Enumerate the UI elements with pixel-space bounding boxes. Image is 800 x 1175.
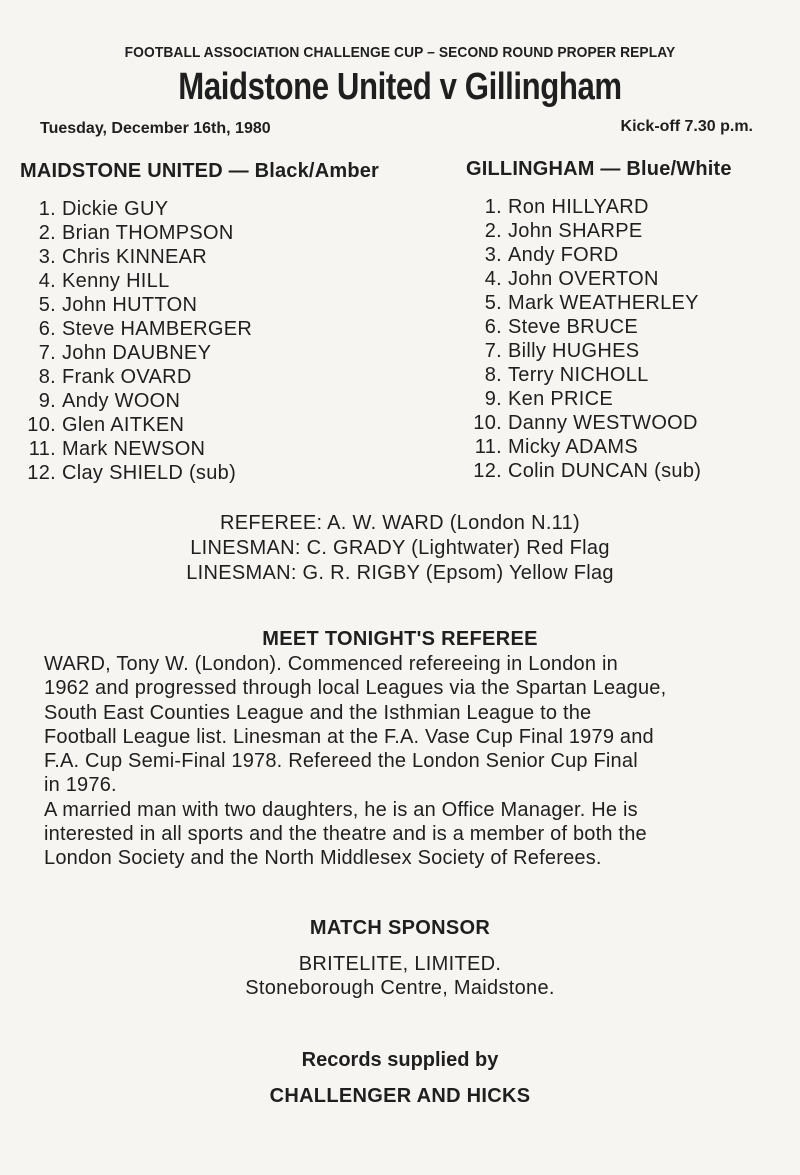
away-team-kit: — Blue/White <box>600 158 732 180</box>
player-row <box>466 315 786 339</box>
linesman-line-2: LINESMAN: G. R. RIGBY (Epsom) Yellow Flag <box>186 562 614 584</box>
shirt-number: 11. <box>28 438 56 460</box>
player-row <box>466 459 786 483</box>
player-row <box>20 341 465 365</box>
player-name: Steve HAMBERGER <box>62 318 253 340</box>
shirt-number: 2. <box>38 222 56 244</box>
sponsor-name: BRITELITE, LIMITED. <box>298 953 502 975</box>
home-team-kit: — Black/Amber <box>228 160 380 182</box>
bio-line: Football League list. Linesman at the F.A. Vase Cup Final 1979 and <box>44 725 654 748</box>
player-row <box>466 387 786 411</box>
player-row <box>20 293 465 317</box>
player-name: Kenny HILL <box>62 270 170 292</box>
bio-line: interested in all sports and the theatre and is a member of both the <box>44 823 647 846</box>
shirt-number: 1. <box>484 196 502 218</box>
referee-line: REFEREE: A. W. WARD (London N.11) <box>219 512 580 534</box>
home-player-list <box>20 197 465 485</box>
kickoff-time: Kick-off 7.30 p.m. <box>620 118 753 135</box>
home-team-name: MAIDSTONE UNITED <box>20 160 223 182</box>
player-name: John DAUBNEY <box>62 342 212 364</box>
player-row <box>466 411 786 435</box>
shirt-number: 8. <box>38 366 56 388</box>
player-row <box>20 413 465 437</box>
player-name: Ron HILLYARD <box>508 196 649 218</box>
shirt-number: 4. <box>38 270 56 292</box>
player-name: Chris KINNEAR <box>62 246 208 268</box>
player-row <box>20 437 465 461</box>
shirt-number: 2. <box>484 220 502 242</box>
player-name: Colin DUNCAN (sub) <box>508 460 702 482</box>
shirt-number: 6. <box>38 318 56 340</box>
referee-profile-text <box>44 652 784 871</box>
match-date: Tuesday, December 16th, 1980 <box>40 120 271 137</box>
shirt-number: 6. <box>484 316 502 338</box>
player-row <box>466 267 786 291</box>
player-name: John HUTTON <box>62 294 198 316</box>
player-name: John SHARPE <box>508 220 643 242</box>
player-row <box>466 363 786 387</box>
referee-profile-heading: MEET TONIGHT'S REFEREE <box>262 628 538 650</box>
shirt-number: 7. <box>38 342 56 364</box>
shirt-number: 3. <box>484 244 502 266</box>
player-name: Mark WEATHERLEY <box>508 292 699 314</box>
shirt-number: 11. <box>474 436 502 458</box>
player-row <box>20 197 465 221</box>
shirt-number: 9. <box>38 390 56 412</box>
bio-line: in 1976. <box>44 774 117 797</box>
shirt-number: 5. <box>38 294 56 316</box>
shirt-number: 10. <box>473 412 502 434</box>
player-name: Dickie GUY <box>62 198 169 220</box>
shirt-number: 1. <box>38 198 56 220</box>
shirt-number: 12. <box>27 462 56 484</box>
player-row <box>20 269 465 293</box>
player-name: Micky ADAMS <box>508 436 638 458</box>
sponsor-address: Stoneborough Centre, Maidstone. <box>245 977 555 999</box>
away-team-name: GILLINGHAM <box>466 158 595 180</box>
shirt-number: 4. <box>484 268 502 290</box>
player-name: Clay SHIELD (sub) <box>62 462 237 484</box>
shirt-number: 10. <box>27 414 56 436</box>
player-name: John OVERTON <box>508 268 659 290</box>
player-row <box>20 365 465 389</box>
shirt-number: 3. <box>38 246 56 268</box>
bio-line: London Society and the North Middlesex Society of Referees. <box>44 847 602 870</box>
player-name: Glen AITKEN <box>62 414 185 436</box>
home-team-lineup <box>20 160 465 485</box>
player-name: Andy FORD <box>508 244 619 266</box>
player-row <box>20 245 465 269</box>
player-row <box>20 317 465 341</box>
player-name: Danny WESTWOOD <box>508 412 698 434</box>
player-name: Frank OVARD <box>62 366 192 388</box>
away-player-list <box>466 195 786 483</box>
bio-line: WARD, Tony W. (London). Commenced refereeing in London in <box>44 653 618 675</box>
bio-line: 1962 and progressed through local Leagues via the Spartan League, <box>44 677 667 700</box>
competition-title: FOOTBALL ASSOCIATION CHALLENGE CUP – SECOND ROUND PROPER REPLAY <box>124 44 676 61</box>
bio-line: A married man with two daughters, he is an Office Manager. He is <box>44 798 638 821</box>
player-name: Steve BRUCE <box>508 316 639 338</box>
bio-line: F.A. Cup Semi-Final 1978. Refereed the London Senior Cup Final <box>44 750 638 773</box>
player-row <box>466 435 786 459</box>
records-supplier: CHALLENGER AND HICKS <box>269 1085 531 1107</box>
shirt-number: 8. <box>484 364 502 386</box>
player-row <box>20 221 465 245</box>
player-row <box>466 291 786 315</box>
player-name: Mark NEWSON <box>62 438 206 460</box>
sponsor-heading: MATCH SPONSOR <box>309 917 491 939</box>
player-name: Andy WOON <box>62 390 181 412</box>
match-officials <box>0 511 800 586</box>
match-title: Maidstone United v Gillingham <box>178 66 622 108</box>
home-team-header <box>20 160 465 183</box>
bio-line: South East Counties League and the Isthmian League to the <box>44 701 592 724</box>
shirt-number: 7. <box>484 340 502 362</box>
player-row <box>466 243 786 267</box>
player-row <box>20 389 465 413</box>
away-team-lineup <box>466 158 786 483</box>
player-name: Billy HUGHES <box>508 340 640 362</box>
linesman-line-1: LINESMAN: C. GRADY (Lightwater) Red Flag <box>190 537 610 559</box>
player-row <box>20 461 465 485</box>
player-row <box>466 339 786 363</box>
shirt-number: 5. <box>484 292 502 314</box>
shirt-number: 9. <box>484 388 502 410</box>
player-name: Ken PRICE <box>508 388 613 410</box>
player-row <box>466 195 786 219</box>
player-name: Terry NICHOLL <box>508 364 649 386</box>
away-team-header <box>466 158 786 181</box>
player-name: Brian THOMPSON <box>62 222 234 244</box>
records-label: Records supplied by <box>301 1049 499 1071</box>
shirt-number: 12. <box>473 460 502 482</box>
player-row <box>466 219 786 243</box>
